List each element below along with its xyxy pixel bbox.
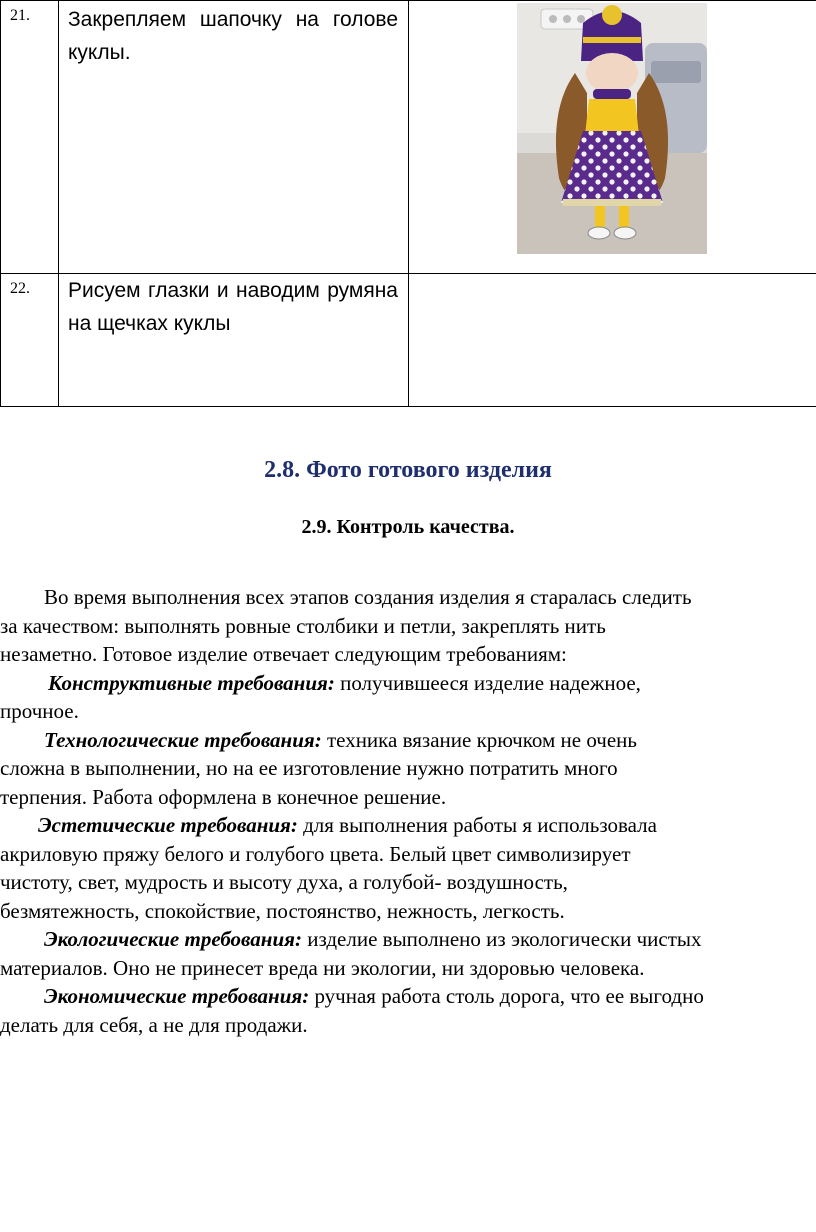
step-number-cell — [1, 1, 59, 274]
paragraph-line: делать для себя, а не для продажи. — [0, 1012, 308, 1037]
step-number: 21. — [10, 7, 30, 24]
paragraph-line: чистоту, свет, мудрость и высоту духа, а голубой- воздушность, — [0, 870, 568, 894]
paragraph-line: прочное. — [0, 699, 79, 723]
requirement-text: для выполнения работы я использовала — [297, 813, 657, 837]
doll-photo — [517, 3, 707, 254]
requirement-label: Экологические требования: — [44, 927, 302, 951]
table-row — [1, 1, 816, 274]
requirement-constructive — [0, 669, 816, 698]
requirement-label: Технологические требования: — [44, 727, 322, 752]
step-image-cell — [409, 1, 816, 274]
requirement-text: техника вязание крючком не очень — [321, 727, 637, 752]
requirement-label: Эстетические требования: — [38, 813, 298, 837]
step-image-cell — [409, 274, 816, 407]
paragraph-line: терпения. Работа оформлена в конечное решение. — [0, 784, 447, 809]
paragraph-line: Во время выполнения всех этапов создания изделия я старалась следить — [44, 585, 692, 609]
paragraph-line: материалов. Оно не принесет вреда ни экологии, ни здоровью человека. — [0, 955, 645, 980]
requirement-label: Конструктивные требования: — [48, 670, 335, 695]
paragraph-line: акриловую пряжу белого и голубого цвета. Белый цвет символизирует — [0, 841, 631, 866]
requirement-ecological — [0, 925, 816, 954]
step-number-cell — [1, 274, 59, 407]
step-text-cell — [59, 274, 409, 407]
requirement-label: Экономические требования: — [44, 984, 310, 1008]
section-heading-photo: 2.8. Фото готового изделия — [264, 457, 552, 483]
step-number: 22. — [10, 280, 30, 297]
requirement-text: изделие выполнено из экологически чистых — [301, 927, 702, 951]
requirement-text: получившееся изделие надежное, — [334, 670, 641, 695]
requirement-aesthetic — [0, 811, 816, 840]
paragraph-line: сложна в выполнении, но на ее изготовление нужно потратить много — [0, 756, 618, 780]
paragraph-line: за качеством: выполнять ровные столбики и петли, закреплять нить — [0, 613, 606, 638]
step-text-cell — [59, 1, 409, 274]
quality-control-text — [0, 583, 816, 1039]
paragraph-line: безмятежность, спокойствие, постоянство, нежность, легкость. — [0, 898, 565, 923]
requirement-technological — [0, 726, 816, 755]
section-heading-quality: 2.9. Контроль качества. — [301, 516, 515, 538]
step-description: Рисуем глазки и наводим румяна на щечках куклы — [68, 279, 398, 335]
step-description: Закрепляем шапочку на голове куклы. — [68, 8, 398, 64]
table-row — [1, 274, 816, 407]
paragraph-line: незаметно. Готовое изделие отвечает следующим требованиям: — [0, 642, 567, 666]
steps-table — [0, 0, 816, 407]
requirement-text: ручная работа столь дорога, что ее выгодно — [309, 984, 704, 1008]
requirement-economic — [0, 982, 816, 1011]
